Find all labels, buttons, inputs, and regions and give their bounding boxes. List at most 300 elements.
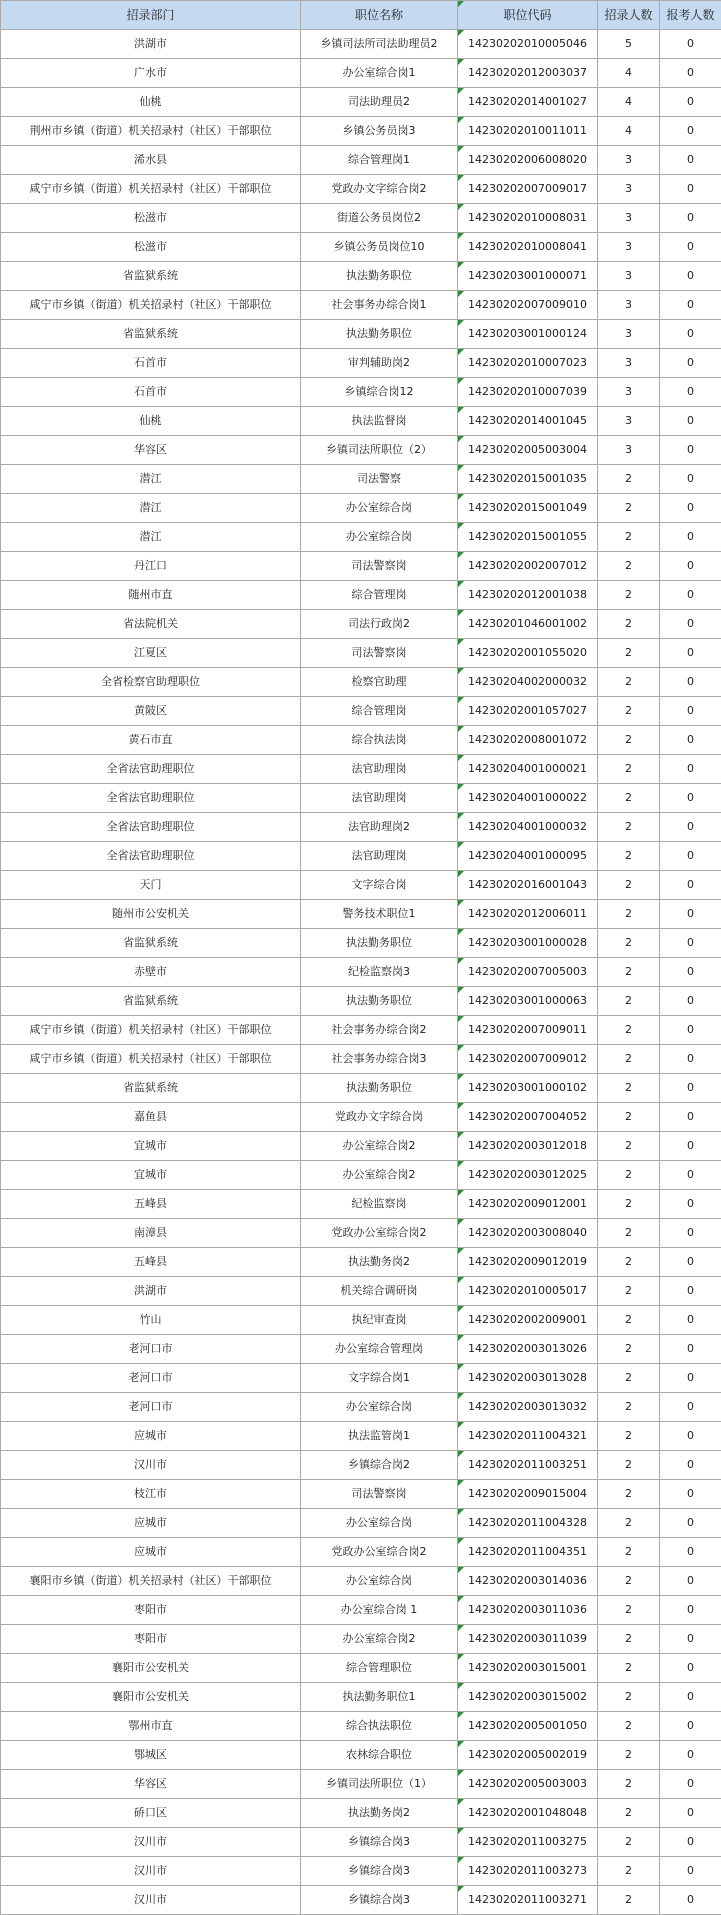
cell-quota: 2 xyxy=(598,871,660,900)
cell-position: 乡镇综合岗3 xyxy=(301,1857,458,1886)
cell-dept: 全省法官助理职位 xyxy=(1,784,301,813)
cell-dept: 省监狱系统 xyxy=(1,1074,301,1103)
cell-quota: 2 xyxy=(598,1277,660,1306)
cell-quota: 2 xyxy=(598,1103,660,1132)
cell-position: 办公室综合岗 xyxy=(301,494,458,523)
cell-applicants: 0 xyxy=(660,1016,721,1045)
cell-dept: 全省法官助理职位 xyxy=(1,813,301,842)
cell-quota: 3 xyxy=(598,291,660,320)
cell-code xyxy=(458,59,598,88)
cell-code-text: 14230202003013026 xyxy=(468,1342,587,1355)
cell-code-text: 14230204001000021 xyxy=(468,762,587,775)
cell-quota: 4 xyxy=(598,59,660,88)
cell-quota: 2 xyxy=(598,842,660,871)
cell-applicants: 0 xyxy=(660,59,721,88)
cell-quota: 2 xyxy=(598,1045,660,1074)
cell-code-text: 14230202005003003 xyxy=(468,1777,587,1790)
cell-position: 乡镇司法所司法助理员2 xyxy=(301,30,458,59)
cell-applicants: 0 xyxy=(660,436,721,465)
table-row xyxy=(1,1306,721,1335)
cell-position: 法官助理岗 xyxy=(301,842,458,871)
cell-applicants: 0 xyxy=(660,320,721,349)
table-row xyxy=(1,1016,721,1045)
cell-comment-marker-icon xyxy=(458,1190,464,1196)
cell-code xyxy=(458,146,598,175)
cell-applicants: 0 xyxy=(660,465,721,494)
table-row xyxy=(1,233,721,262)
cell-applicants: 0 xyxy=(660,1886,721,1915)
cell-position: 执法监管岗1 xyxy=(301,1422,458,1451)
cell-comment-marker-icon xyxy=(458,987,464,993)
cell-code xyxy=(458,813,598,842)
cell-code xyxy=(458,668,598,697)
cell-code xyxy=(458,610,598,639)
cell-position: 执法勤务职位 xyxy=(301,1074,458,1103)
cell-code xyxy=(458,1828,598,1857)
cell-code-text: 14230202003014036 xyxy=(468,1574,587,1587)
cell-position: 党政办文字综合岗 xyxy=(301,1103,458,1132)
cell-quota: 2 xyxy=(598,1538,660,1567)
cell-position: 综合管理岗 xyxy=(301,697,458,726)
cell-dept: 鄂州市直 xyxy=(1,1712,301,1741)
cell-comment-marker-icon xyxy=(458,320,464,326)
cell-dept: 黄石市直 xyxy=(1,726,301,755)
cell-code xyxy=(458,1335,598,1364)
table-row xyxy=(1,1480,721,1509)
cell-quota: 2 xyxy=(598,1509,660,1538)
cell-dept: 全省法官助理职位 xyxy=(1,755,301,784)
cell-applicants: 0 xyxy=(660,1103,721,1132)
cell-dept: 竹山 xyxy=(1,1306,301,1335)
cell-position: 乡镇公务员岗位10 xyxy=(301,233,458,262)
table-row xyxy=(1,1712,721,1741)
cell-position: 办公室综合岗 xyxy=(301,523,458,552)
cell-applicants: 0 xyxy=(660,1828,721,1857)
cell-dept: 襄阳市公安机关 xyxy=(1,1654,301,1683)
cell-comment-marker-icon xyxy=(458,30,464,36)
cell-code xyxy=(458,1277,598,1306)
cell-comment-marker-icon xyxy=(458,175,464,181)
cell-position: 执法勤务职位 xyxy=(301,320,458,349)
cell-code xyxy=(458,1422,598,1451)
cell-code-text: 14230203001000102 xyxy=(468,1081,587,1094)
cell-code-text: 14230203001000124 xyxy=(468,327,587,340)
table-row xyxy=(1,59,721,88)
cell-position: 执纪审查岗 xyxy=(301,1306,458,1335)
table-row xyxy=(1,668,721,697)
cell-code xyxy=(458,1074,598,1103)
cell-quota: 2 xyxy=(598,1248,660,1277)
cell-comment-marker-icon xyxy=(458,1306,464,1312)
cell-code-text: 14230202010005017 xyxy=(468,1284,587,1297)
cell-comment-marker-icon xyxy=(458,1828,464,1834)
cell-code xyxy=(458,407,598,436)
cell-quota: 2 xyxy=(598,1016,660,1045)
cell-code xyxy=(458,1770,598,1799)
cell-code-text: 14230202002007012 xyxy=(468,559,587,572)
cell-code xyxy=(458,726,598,755)
cell-code-text: 14230202011003273 xyxy=(468,1864,587,1877)
header-dept: 招录部门 xyxy=(1,1,301,30)
cell-applicants: 0 xyxy=(660,1132,721,1161)
cell-code xyxy=(458,1132,598,1161)
cell-dept: 广水市 xyxy=(1,59,301,88)
cell-code xyxy=(458,1480,598,1509)
cell-code-text: 14230201046001002 xyxy=(468,617,587,630)
table-row xyxy=(1,1625,721,1654)
cell-code-text: 14230202009012001 xyxy=(468,1197,587,1210)
cell-quota: 2 xyxy=(598,552,660,581)
cell-quota: 3 xyxy=(598,233,660,262)
cell-dept: 仙桃 xyxy=(1,407,301,436)
table-row xyxy=(1,175,721,204)
table-row xyxy=(1,958,721,987)
cell-code xyxy=(458,1190,598,1219)
cell-position: 文字综合岗1 xyxy=(301,1364,458,1393)
header-position: 职位名称 xyxy=(301,1,458,30)
cell-code xyxy=(458,1045,598,1074)
table-row xyxy=(1,204,721,233)
cell-dept: 宜城市 xyxy=(1,1132,301,1161)
cell-code-text: 14230202005002019 xyxy=(468,1748,587,1761)
cell-dept: 老河口市 xyxy=(1,1393,301,1422)
cell-comment-marker-icon xyxy=(458,610,464,616)
cell-applicants: 0 xyxy=(660,1712,721,1741)
cell-dept: 省监狱系统 xyxy=(1,987,301,1016)
cell-code xyxy=(458,581,598,610)
table-row xyxy=(1,697,721,726)
cell-dept: 襄阳市乡镇（街道）机关招录村（社区）干部职位 xyxy=(1,1567,301,1596)
cell-dept: 省监狱系统 xyxy=(1,320,301,349)
cell-dept: 鄂城区 xyxy=(1,1741,301,1770)
cell-comment-marker-icon xyxy=(458,1,464,7)
cell-quota: 5 xyxy=(598,30,660,59)
cell-code xyxy=(458,1799,598,1828)
table-row xyxy=(1,1422,721,1451)
cell-dept: 随州市公安机关 xyxy=(1,900,301,929)
table-row xyxy=(1,1654,721,1683)
cell-comment-marker-icon xyxy=(458,407,464,413)
cell-applicants: 0 xyxy=(660,1306,721,1335)
cell-comment-marker-icon xyxy=(458,1625,464,1631)
cell-applicants: 0 xyxy=(660,552,721,581)
table-row xyxy=(1,784,721,813)
cell-applicants: 0 xyxy=(660,204,721,233)
cell-applicants: 0 xyxy=(660,1857,721,1886)
cell-code-text: 14230202010007023 xyxy=(468,356,587,369)
cell-position: 执法勤务职位 xyxy=(301,929,458,958)
cell-applicants: 0 xyxy=(660,610,721,639)
cell-position: 司法行政岗2 xyxy=(301,610,458,639)
cell-code xyxy=(458,523,598,552)
cell-quota: 2 xyxy=(598,1422,660,1451)
cell-applicants: 0 xyxy=(660,1248,721,1277)
cell-code-text: 14230202015001035 xyxy=(468,472,587,485)
header-code-label: 职位代码 xyxy=(503,8,552,22)
cell-quota: 2 xyxy=(598,1161,660,1190)
cell-quota: 2 xyxy=(598,784,660,813)
cell-quota: 3 xyxy=(598,378,660,407)
cell-position: 纪检监察岗3 xyxy=(301,958,458,987)
cell-applicants: 0 xyxy=(660,1567,721,1596)
table-body xyxy=(1,30,721,1915)
cell-dept: 硚口区 xyxy=(1,1799,301,1828)
cell-dept: 南漳县 xyxy=(1,1219,301,1248)
cell-dept: 仙桃 xyxy=(1,88,301,117)
cell-applicants: 0 xyxy=(660,378,721,407)
table-row xyxy=(1,523,721,552)
cell-dept: 省监狱系统 xyxy=(1,929,301,958)
cell-code-text: 14230202008001072 xyxy=(468,733,587,746)
cell-dept: 浠水县 xyxy=(1,146,301,175)
cell-comment-marker-icon xyxy=(458,784,464,790)
cell-position: 执法监督岗 xyxy=(301,407,458,436)
cell-dept: 松滋市 xyxy=(1,204,301,233)
cell-quota: 4 xyxy=(598,88,660,117)
cell-position: 社会事务办综合岗3 xyxy=(301,1045,458,1074)
cell-comment-marker-icon xyxy=(458,1509,464,1515)
cell-position: 综合管理职位 xyxy=(301,1654,458,1683)
cell-dept: 华容区 xyxy=(1,436,301,465)
cell-dept: 赤壁市 xyxy=(1,958,301,987)
cell-code-text: 14230202002009001 xyxy=(468,1313,587,1326)
cell-comment-marker-icon xyxy=(458,523,464,529)
cell-comment-marker-icon xyxy=(458,1161,464,1167)
cell-comment-marker-icon xyxy=(458,204,464,210)
cell-comment-marker-icon xyxy=(458,871,464,877)
cell-code-text: 14230202010005046 xyxy=(468,37,587,50)
cell-quota: 2 xyxy=(598,1480,660,1509)
cell-applicants: 0 xyxy=(660,1045,721,1074)
cell-dept: 石首市 xyxy=(1,378,301,407)
cell-code-text: 14230202005001050 xyxy=(468,1719,587,1732)
cell-applicants: 0 xyxy=(660,1480,721,1509)
cell-applicants: 0 xyxy=(660,1596,721,1625)
cell-comment-marker-icon xyxy=(458,1770,464,1776)
table-row xyxy=(1,1277,721,1306)
cell-comment-marker-icon xyxy=(458,349,464,355)
table-row xyxy=(1,1857,721,1886)
cell-applicants: 0 xyxy=(660,117,721,146)
cell-code xyxy=(458,871,598,900)
cell-quota: 2 xyxy=(598,755,660,784)
cell-applicants: 0 xyxy=(660,175,721,204)
cell-dept: 应城市 xyxy=(1,1538,301,1567)
cell-code xyxy=(458,1306,598,1335)
cell-dept: 石首市 xyxy=(1,349,301,378)
cell-quota: 2 xyxy=(598,1625,660,1654)
cell-comment-marker-icon xyxy=(458,1886,464,1892)
cell-position: 司法警察岗 xyxy=(301,552,458,581)
table-row xyxy=(1,1248,721,1277)
cell-comment-marker-icon xyxy=(458,494,464,500)
cell-dept: 嘉鱼县 xyxy=(1,1103,301,1132)
cell-applicants: 0 xyxy=(660,726,721,755)
cell-applicants: 0 xyxy=(660,30,721,59)
cell-quota: 2 xyxy=(598,958,660,987)
cell-comment-marker-icon xyxy=(458,552,464,558)
cell-code xyxy=(458,262,598,291)
cell-dept: 华容区 xyxy=(1,1770,301,1799)
cell-code-text: 14230202003011036 xyxy=(468,1603,587,1616)
cell-position: 综合管理岗 xyxy=(301,581,458,610)
table-row xyxy=(1,1683,721,1712)
cell-quota: 2 xyxy=(598,1828,660,1857)
table-header xyxy=(1,1,721,30)
cell-position: 乡镇公务员岗3 xyxy=(301,117,458,146)
cell-quota: 2 xyxy=(598,1741,660,1770)
cell-comment-marker-icon xyxy=(458,436,464,442)
cell-comment-marker-icon xyxy=(458,465,464,471)
cell-quota: 3 xyxy=(598,349,660,378)
cell-quota: 2 xyxy=(598,1567,660,1596)
cell-position: 执法勤务岗2 xyxy=(301,1248,458,1277)
cell-position: 农林综合职位 xyxy=(301,1741,458,1770)
cell-quota: 2 xyxy=(598,1799,660,1828)
cell-code xyxy=(458,204,598,233)
cell-quota: 2 xyxy=(598,1770,660,1799)
table-row xyxy=(1,30,721,59)
cell-code-text: 14230202010008041 xyxy=(468,240,587,253)
cell-comment-marker-icon xyxy=(458,1654,464,1660)
cell-comment-marker-icon xyxy=(458,1364,464,1370)
cell-code xyxy=(458,175,598,204)
cell-code xyxy=(458,30,598,59)
cell-comment-marker-icon xyxy=(458,929,464,935)
cell-code-text: 14230202012001038 xyxy=(468,588,587,601)
header-code xyxy=(458,1,598,30)
table-row xyxy=(1,842,721,871)
cell-applicants: 0 xyxy=(660,1538,721,1567)
cell-dept: 潜江 xyxy=(1,465,301,494)
cell-quota: 2 xyxy=(598,1364,660,1393)
cell-applicants: 0 xyxy=(660,407,721,436)
cell-quota: 2 xyxy=(598,1654,660,1683)
cell-applicants: 0 xyxy=(660,1074,721,1103)
table-row xyxy=(1,1799,721,1828)
cell-code xyxy=(458,494,598,523)
table-row xyxy=(1,1045,721,1074)
cell-code-text: 14230202007009011 xyxy=(468,1023,587,1036)
cell-applicants: 0 xyxy=(660,987,721,1016)
cell-code xyxy=(458,233,598,262)
cell-comment-marker-icon xyxy=(458,1422,464,1428)
table-row xyxy=(1,378,721,407)
cell-applicants: 0 xyxy=(660,1422,721,1451)
cell-code-text: 14230202007009010 xyxy=(468,298,587,311)
cell-position: 司法助理员2 xyxy=(301,88,458,117)
cell-position: 司法警察岗 xyxy=(301,1480,458,1509)
cell-comment-marker-icon xyxy=(458,291,464,297)
cell-comment-marker-icon xyxy=(458,1480,464,1486)
table-row xyxy=(1,1770,721,1799)
cell-comment-marker-icon xyxy=(458,1451,464,1457)
table-row xyxy=(1,755,721,784)
cell-code xyxy=(458,1654,598,1683)
table-row xyxy=(1,726,721,755)
cell-applicants: 0 xyxy=(660,1741,721,1770)
cell-code-text: 14230202001057027 xyxy=(468,704,587,717)
cell-code-text: 14230202003013032 xyxy=(468,1400,587,1413)
cell-quota: 2 xyxy=(598,900,660,929)
cell-code-text: 14230202011004321 xyxy=(468,1429,587,1442)
cell-applicants: 0 xyxy=(660,639,721,668)
cell-code xyxy=(458,1364,598,1393)
cell-comment-marker-icon xyxy=(458,1683,464,1689)
cell-position: 法官助理岗 xyxy=(301,755,458,784)
cell-quota: 2 xyxy=(598,639,660,668)
cell-code xyxy=(458,697,598,726)
cell-comment-marker-icon xyxy=(458,726,464,732)
cell-dept: 老河口市 xyxy=(1,1364,301,1393)
cell-dept: 汉川市 xyxy=(1,1451,301,1480)
cell-quota: 4 xyxy=(598,117,660,146)
cell-code xyxy=(458,900,598,929)
cell-comment-marker-icon xyxy=(458,378,464,384)
table-row xyxy=(1,1219,721,1248)
cell-dept: 全省检察官助理职位 xyxy=(1,668,301,697)
table-row xyxy=(1,146,721,175)
cell-applicants: 0 xyxy=(660,1364,721,1393)
cell-code-text: 14230202003008040 xyxy=(468,1226,587,1239)
cell-code-text: 14230202003012025 xyxy=(468,1168,587,1181)
cell-code xyxy=(458,1596,598,1625)
cell-quota: 2 xyxy=(598,1886,660,1915)
cell-code xyxy=(458,842,598,871)
cell-quota: 2 xyxy=(598,813,660,842)
cell-code-text: 14230202010007039 xyxy=(468,385,587,398)
cell-comment-marker-icon xyxy=(458,581,464,587)
cell-code-text: 14230202012003037 xyxy=(468,66,587,79)
cell-dept: 五峰县 xyxy=(1,1190,301,1219)
cell-code xyxy=(458,465,598,494)
cell-applicants: 0 xyxy=(660,523,721,552)
cell-comment-marker-icon xyxy=(458,1277,464,1283)
cell-comment-marker-icon xyxy=(458,1103,464,1109)
cell-position: 检察官助理 xyxy=(301,668,458,697)
table-row xyxy=(1,494,721,523)
cell-dept: 黄陂区 xyxy=(1,697,301,726)
cell-position: 综合管理岗1 xyxy=(301,146,458,175)
cell-applicants: 0 xyxy=(660,1277,721,1306)
cell-dept: 洪湖市 xyxy=(1,30,301,59)
cell-applicants: 0 xyxy=(660,871,721,900)
cell-dept: 枣阳市 xyxy=(1,1625,301,1654)
cell-code-text: 14230202009012019 xyxy=(468,1255,587,1268)
cell-code-text: 14230203001000028 xyxy=(468,936,587,949)
cell-code xyxy=(458,88,598,117)
header-applicants: 报考人数 xyxy=(660,1,721,30)
cell-code-text: 14230202003015002 xyxy=(468,1690,587,1703)
table-row xyxy=(1,1451,721,1480)
cell-quota: 2 xyxy=(598,1712,660,1741)
cell-code xyxy=(458,1248,598,1277)
cell-code-text: 14230202001055020 xyxy=(468,646,587,659)
cell-dept: 全省法官助理职位 xyxy=(1,842,301,871)
cell-quota: 3 xyxy=(598,204,660,233)
cell-code-text: 14230202011003275 xyxy=(468,1835,587,1848)
cell-position: 文字综合岗 xyxy=(301,871,458,900)
cell-code-text: 14230202003012018 xyxy=(468,1139,587,1152)
cell-position: 司法警察岗 xyxy=(301,639,458,668)
cell-comment-marker-icon xyxy=(458,146,464,152)
cell-comment-marker-icon xyxy=(458,900,464,906)
cell-code xyxy=(458,1567,598,1596)
table-row xyxy=(1,1886,721,1915)
cell-applicants: 0 xyxy=(660,146,721,175)
cell-code-text: 14230202007009012 xyxy=(468,1052,587,1065)
cell-comment-marker-icon xyxy=(458,1596,464,1602)
